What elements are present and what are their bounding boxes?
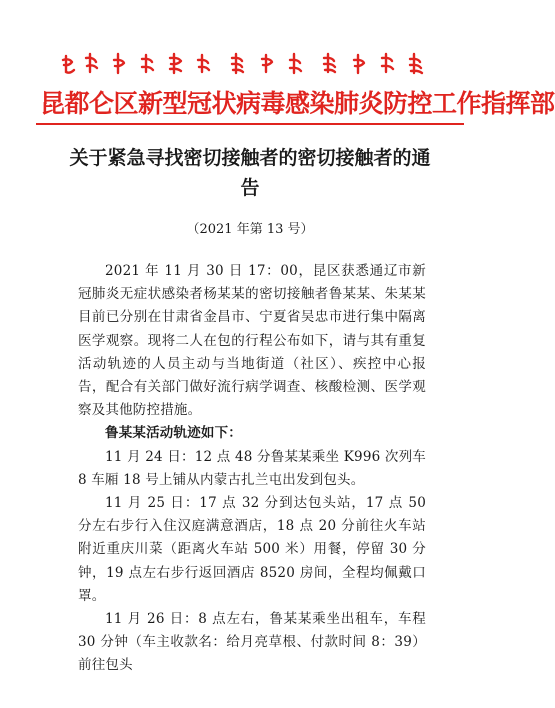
timeline-entry: 11 月 26 日：8 点左右，鲁某某乘坐出租车，车程 30 分钟（车主收款名：给月亮草根、付款时间 8：39）前往包头	[78, 611, 426, 674]
notice-title: 关于紧急寻找密切接触者的密切接触者的通告	[69, 147, 431, 199]
section-heading: 鲁某某活动轨迹如下：	[105, 425, 242, 442]
red-divider	[36, 123, 464, 125]
timeline-entry: 11 月 24 日：12 点 48 分鲁某某乘坐 K996 次列车 8 车厢 18 号上铺从内蒙古扎兰屯出发到包头。	[78, 448, 426, 488]
document-number: （2021 年第 13 号）	[186, 222, 314, 237]
mongolian-script-logo	[60, 48, 440, 78]
intro-paragraph: 2021 年 11 月 30 日 17：00，昆区获悉通辽市新冠肺炎无症状感染者杨某某的密切接触者鲁某某、朱某某目前已分别在甘肃省金昌市、宁夏省吴忠市进行集中隔离医学观察。现将二人在包的行程公布如下，请与其有重复活动轨迹的人员主动与当地街道（社区）、疾控中心报告，配合有关部门做好流行病学调查、核酸检测、医学观察及其他防控措施。	[78, 263, 426, 419]
notice-body	[78, 260, 426, 678]
timeline-entry: 11 月 25 日：17 点 32 分到达包头站，17 点 50 分左右步行入住汉庭满意酒店，18 点 20 分前往火车站附近重庆川菜（距离火车站 500 米）用餐，停留 30 分钟，19 点左右步行返回酒店 8520 房间，全程均佩戴口罩。	[78, 495, 426, 604]
agency-title: 昆都仑区新型冠状病毒感染肺炎防控工作指挥部	[40, 89, 555, 118]
